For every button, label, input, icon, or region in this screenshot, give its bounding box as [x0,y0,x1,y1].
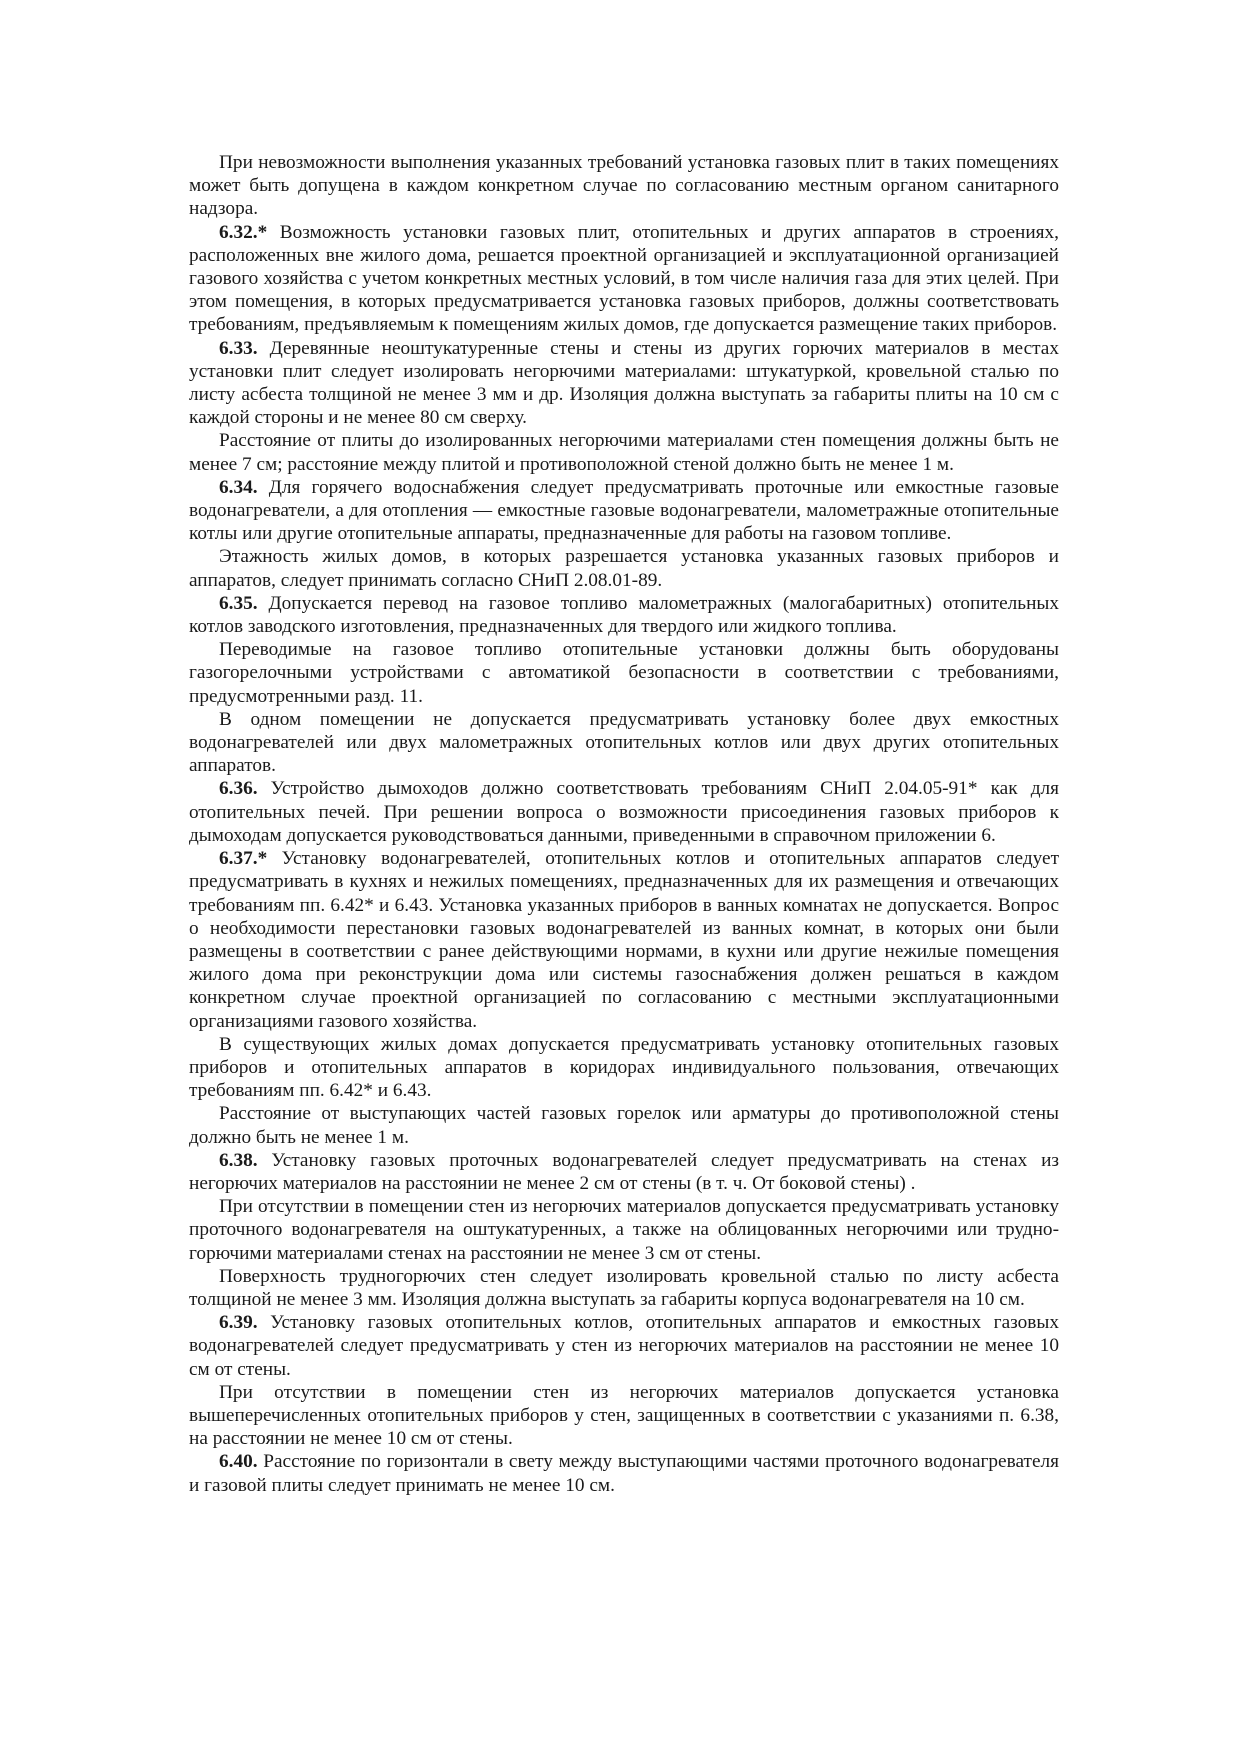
section-number: 6.34. [219,476,258,498]
paragraph-text: Деревянные неоштукатуренные стены и стены из других горючих материалов в местах установки плит следует изолировать негорючими материалами: штукатуркой, кровельной сталью по листу асбеста толщиной не менее 3 мм и др. Изоляция должна выступать за габариты плиты на 10 см с каждой стороны и не менее 80 см сверху. [189,337,1059,429]
paragraph [189,1265,1059,1311]
paragraph-text: Для горячего водоснабжения следует предусматривать проточные или емкостные газовые водонагреватели, а для отопления — емкостные газовые водонагреватели, малометражные отопительные котлы или другие отопительные аппараты, предназначенные для работы на газовом топливе. [189,476,1059,545]
paragraph-text: Допускается перевод на газовое топливо малометражных (малогабаритных) отопительных котлов заводского изготовления, предназначенных для твердого или жидкого топлива. [189,592,1059,638]
paragraph [189,221,1059,337]
paragraph [189,1149,1059,1195]
paragraph-text: В одном помещении не допускается предусматривать установку более двух емкостных водонагревателей или двух малометражных отопительных котлов или двух других отопительных аппаратов. [189,708,1059,777]
paragraph-text: При отсутствии в помещении стен из негорючих материалов допускается установка вышеперечисленных отопительных приборов у стен, защищенных в соответствии с указаниями п. 6.38, на расстоянии не менее 10 см от стены. [189,1381,1059,1450]
paragraph-text: Установку газовых проточных водонагревателей следует предусматривать на стенах из негорючих материалов на расстоянии не менее 2 см от стены (в т. ч. От боковой стены) . [189,1149,1059,1194]
section-number: 6.32.* [219,221,268,243]
paragraph [189,151,1059,221]
paragraph-text: Установку водонагревателей, отопительных котлов и отопительных аппаратов следует предусматривать в кухнях и нежилых помещениях, предназначенных для их размещения и отвечающих требованиям пп. 6.42* и 6.43. Установка указанных приборов в ванных комнатах не допускается. Вопрос о необходимости перестановки газовых водонагревателей из ванных комнат, в которых они были размещены в соответствии с ранее действующими нормами, в кухни или другие нежилые помещения жилого дома при реконструкции дома или системы газоснабжения должен решаться в каждом конкретном случае проектной организацией по согласованию с местными эксплуатационными организациями газового хозяйства. [189,848,1059,1032]
paragraph-text: Расстояние от плиты до изолированных негорючими материалами стен помещения должны быть не менее 7 см; расстояние между плитой и противоположной стеной должно быть не менее 1 м. [189,430,1059,475]
paragraph [189,1450,1059,1496]
paragraph-text: Переводимые на газовое топливо отопительные установки должны быть оборудованы газогорелочными устройствами с автоматикой безопасности в соответствии с требованиями, предусмотренными разд. 11. [189,639,1059,707]
paragraph-text: Расстояние по горизонтали в свету между выступающими частями проточного водонагревателя и газовой плиты следует принимать не менее 10 см. [189,1451,1059,1496]
section-number: 6.33. [219,337,258,359]
paragraph-text: Устройство дымоходов должно соответствовать требованиям СНиП 2.04.05-91* как для отопительных печей. При решении вопроса о возможности присоединения газовых приборов к дымоходам допускается руководствоваться данными, приведенными в справочном приложении 6. [189,778,1059,846]
paragraph-text: Возможность установки газовых плит, отопительных и других аппаратов в строениях, расположенных вне жилого дома, решается проектной организацией и эксплуатационной организацией газового хозяйства с учетом конкретных местных условий, в том числе наличия газа для этих целей. При этом помещения, в которых предусматривается установка газовых приборов, должны соответствовать требованиям, предъявляемым к помещениям жилых домов, где допускается размещение таких приборов. [189,221,1059,336]
document-page [189,151,1059,1497]
paragraph [189,708,1059,778]
paragraph [189,429,1059,475]
section-number: 6.36. [219,778,258,800]
paragraph [189,847,1059,1033]
paragraph-text: При невозможности выполнения указанных требований установка газовых плит в таких помещениях может быть допущена в каждом конкретном случае по согласованию местным органом санитарного надзора. [189,152,1059,220]
section-number: 6.39. [219,1312,258,1334]
paragraph [189,1033,1059,1103]
paragraph [189,592,1059,638]
section-number: 6.37.* [219,848,268,870]
paragraph [189,1381,1059,1451]
paragraph-text: Установку газовых отопительных котлов, отопительных аппаратов и емкостных газовых водонагревателей следует предусматривать у стен из негорючих материалов на расстоянии не менее 10 см от стены. [189,1312,1059,1380]
paragraph [189,545,1059,591]
paragraph [189,337,1059,430]
paragraph [189,777,1059,847]
section-number: 6.38. [219,1149,258,1171]
paragraph [189,1195,1059,1265]
paragraph [189,476,1059,546]
paragraph-text: Этажность жилых домов, в которых разрешается установка указанных газовых приборов и аппаратов, следует принимать согласно СНиП 2.08.01-89. [189,546,1059,591]
paragraph-text: При отсутствии в помещении стен из негорючих материалов допускается предусматривать установку проточного водонагревателя на оштукатуренных, а также на облицованных негорючими или трудно-горючими материалами стенах на расстоянии не менее 3 см от стены. [189,1196,1059,1264]
paragraph [189,638,1059,708]
paragraph-text: В существующих жилых домах допускается предусматривать установку отопительных газовых приборов и отопительных аппаратов в коридорах индивидуального пользования, отвечающих требованиям пп. 6.42* и 6.43. [189,1033,1059,1102]
section-number: 6.40. [219,1451,258,1473]
paragraph-text: Расстояние от выступающих частей газовых горелок или арматуры до противоположной стены должно быть не менее 1 м. [189,1103,1059,1148]
paragraph-text: Поверхность трудногорючих стен следует изолировать кровельной сталью по листу асбеста толщиной не менее 3 мм. Изоляция должна выступать за габариты корпуса водонагревателя на 10 см. [189,1265,1059,1310]
paragraph [189,1102,1059,1148]
section-number: 6.35. [219,592,258,614]
paragraph [189,1311,1059,1381]
